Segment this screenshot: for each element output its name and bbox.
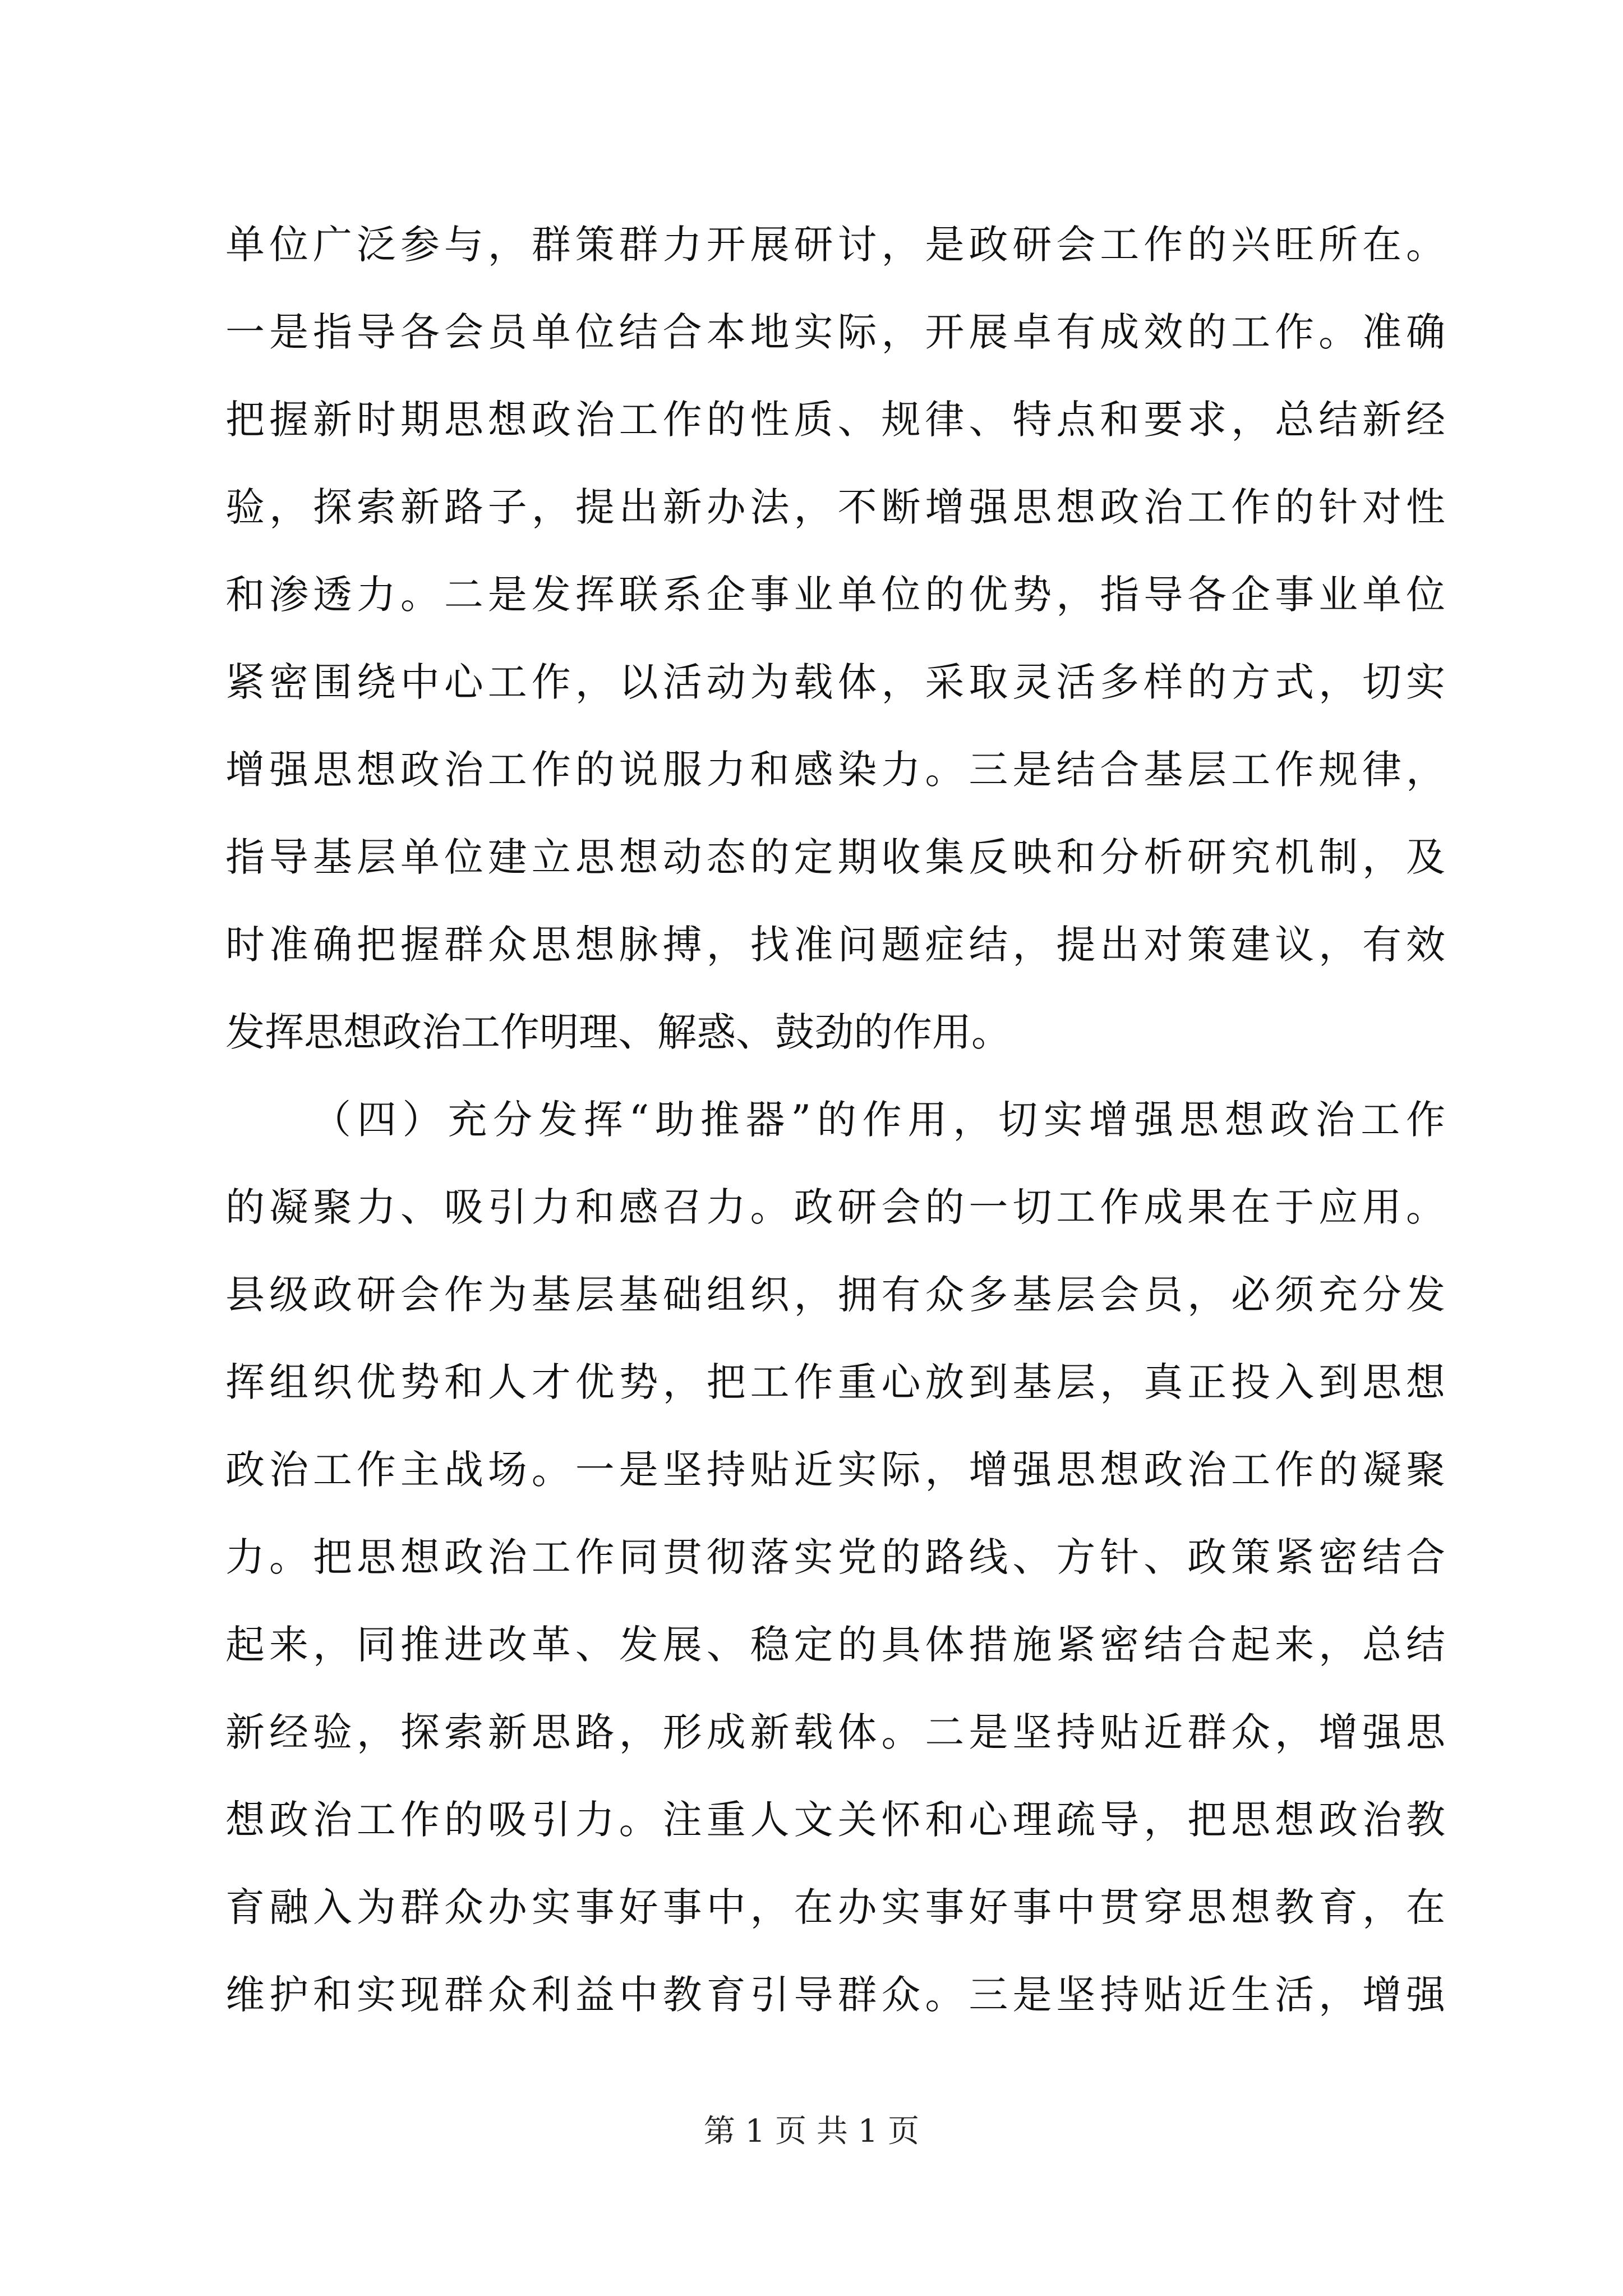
text-line-13: 县级政研会作为基层基础组织，拥有众多基层会员，必须充分发 — [225, 1272, 1445, 1318]
text-line-9: 时准确把握群众思想脉搏，找准问题症结，提出对策建议，有效 — [225, 922, 1445, 968]
text-line-14: 挥组织优势和人才优势，把工作重心放到基层，真正投入到思想 — [225, 1359, 1445, 1405]
text-line-1: 单位广泛参与，群策群力开展研讨，是政研会工作的兴旺所在。 — [225, 222, 1445, 268]
text-line-4: 验，探索新路子，提出新办法，不断增强思想政治工作的针对性 — [225, 484, 1445, 530]
text-line-19: 想政治工作的吸引力。注重人文关怀和心理疏导，把思想政治教 — [225, 1797, 1445, 1843]
text-line-10: 发挥思想政治工作明理、解惑、鼓劲的作用。 — [225, 1009, 1011, 1055]
text-line-6: 紧密围绕中心工作，以活动为载体，采取灵活多样的方式，切实 — [225, 659, 1445, 705]
text-line-16: 力。把思想政治工作同贯彻落实党的路线、方针、政策紧密结合 — [225, 1534, 1445, 1580]
text-line-18: 新经验，探索新思路，形成新载体。二是坚持贴近群众，增强思 — [225, 1709, 1445, 1755]
text-line-11: （四）充分发挥“助推器”的作用，切实增强思想政治工作 — [312, 1097, 1445, 1143]
text-line-20: 育融入为群众办实事好事中，在办实事好事中贯穿思想教育，在 — [225, 1884, 1445, 1930]
text-line-7: 增强思想政治工作的说服力和感染力。三是结合基层工作规律， — [225, 747, 1445, 793]
text-line-2: 一是指导各会员单位结合本地实际，开展卓有成效的工作。准确 — [225, 309, 1445, 355]
text-line-21: 维护和实现群众利益中教育引导群众。三是坚持贴近生活，增强 — [225, 1972, 1445, 2018]
text-line-12: 的凝聚力、吸引力和感召力。政研会的一切工作成果在于应用。 — [225, 1184, 1445, 1230]
text-line-5: 和渗透力。二是发挥联系企事业单位的优势，指导各企事业单位 — [225, 572, 1445, 618]
text-line-15: 政治工作主战场。一是坚持贴近实际，增强思想政治工作的凝聚 — [225, 1447, 1445, 1493]
text-line-3: 把握新时期思想政治工作的性质、规律、特点和要求，总结新经 — [225, 397, 1445, 443]
page-footer: 第 1 页 共 1 页 — [703, 2113, 920, 2150]
text-line-8: 指导基层单位建立思想动态的定期收集反映和分析研究机制，及 — [225, 834, 1445, 880]
text-line-17: 起来，同推进改革、发展、稳定的具体措施紧密结合起来，总结 — [225, 1622, 1445, 1668]
